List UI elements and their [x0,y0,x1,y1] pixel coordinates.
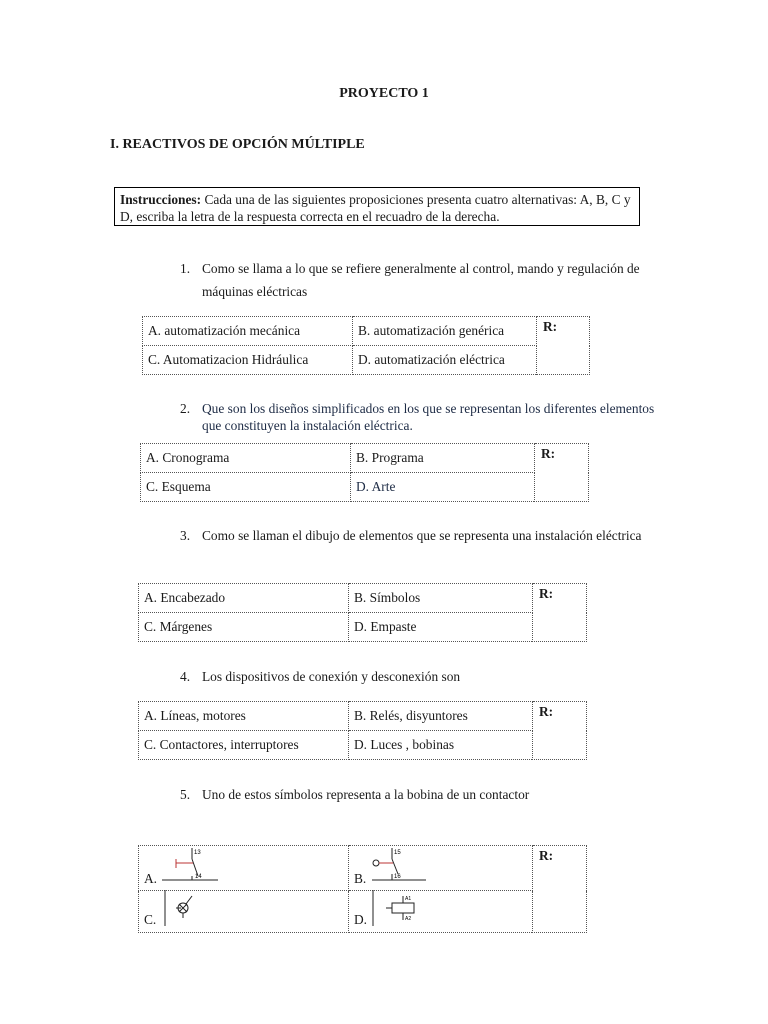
question-3 [180,524,660,574]
option-d[interactable]: D. Luces , bobinas [349,731,533,760]
option-c-label: C. [144,912,157,927]
answer-box[interactable]: R: [533,702,587,760]
coil-symbol [370,890,426,928]
option-a[interactable]: A. Encabezado [139,584,349,613]
symbol-a-top-label: 13 [194,850,201,856]
limit-switch-symbol [366,846,428,886]
question-number: 5. [180,787,191,802]
section-heading: I. REACTIVOS DE OPCIÓN MÚLTIPLE [110,137,365,152]
symbol-b-top-label: 15 [394,850,401,856]
lamp-symbol [162,890,202,928]
option-b[interactable]: B. automatización genérica [353,317,537,346]
symbol-a-bottom-label: 14 [195,874,202,880]
answer-box[interactable]: R: [533,846,587,933]
option-c[interactable]: C. Márgenes [139,613,349,642]
option-c[interactable]: C. Contactores, interruptores [139,731,349,760]
option-d[interactable]: D. automatización eléctrica [353,346,537,375]
option-b-label: B. [354,871,367,886]
option-b[interactable]: B. Programa [351,444,535,473]
question-4 [180,665,660,689]
option-c[interactable]: C. Esquema [141,473,351,502]
answer-box[interactable]: R: [535,444,589,502]
question-5 [180,783,660,807]
symbol-d-top-label: A1 [405,896,412,902]
instructions-label: Instrucciones: [120,192,202,207]
page-title: PROYECTO 1 [339,86,429,101]
option-d[interactable]: D. Empaste [349,613,533,642]
question-1 [180,257,660,307]
question-number: 4. [180,669,191,684]
option-b[interactable]: B. Símbolos [349,584,533,613]
options-table-3 [138,583,587,642]
symbol-b-bottom-label: 16 [394,874,401,880]
question-text: Como se llama a lo que se refiere generalmente al control, mando y regulación de máquinas eléctricas [202,261,640,299]
answer-box[interactable]: R: [537,317,590,375]
options-table-2 [140,443,589,502]
instructions-box [114,187,640,226]
question-number: 3. [180,528,191,543]
option-c[interactable]: C. Automatizacion Hidráulica [143,346,353,375]
instructions-text: Cada una de las siguientes proposiciones presenta cuatro alternativas: A, B, C y D, escriba la letra de la respuesta correcta en el recuadro de la derecha. [120,192,631,224]
option-b[interactable]: B. Relés, disyuntores [349,702,533,731]
question-text: Los dispositivos de conexión y desconexión son [202,669,461,684]
question-text: Uno de estos símbolos representa a la bobina de un contactor [202,787,530,802]
question-text: Como se llaman el dibujo de elementos que se representa una instalación eléctrica [202,528,642,543]
option-d[interactable]: D. Arte [351,473,535,502]
option-a-label: A. [144,871,158,886]
option-d-label: D. [354,912,368,927]
option-a[interactable]: A. Cronograma [141,444,351,473]
options-table-4 [138,701,587,760]
question-number: 1. [180,261,191,276]
question-text: Que son los diseños simplificados en los que se representan los diferentes elementos que constituyen la instalación eléctrica. [202,401,655,433]
question-2 [180,400,660,436]
option-a[interactable]: A. automatización mecánica [143,317,353,346]
symbol-d-bottom-label: A2 [405,916,412,922]
option-a[interactable]: A. Líneas, motores [139,702,349,731]
answer-box[interactable]: R: [533,584,587,642]
question-number: 2. [180,401,191,416]
pushbutton-contact-symbol [162,846,220,886]
options-table-1 [142,316,590,375]
